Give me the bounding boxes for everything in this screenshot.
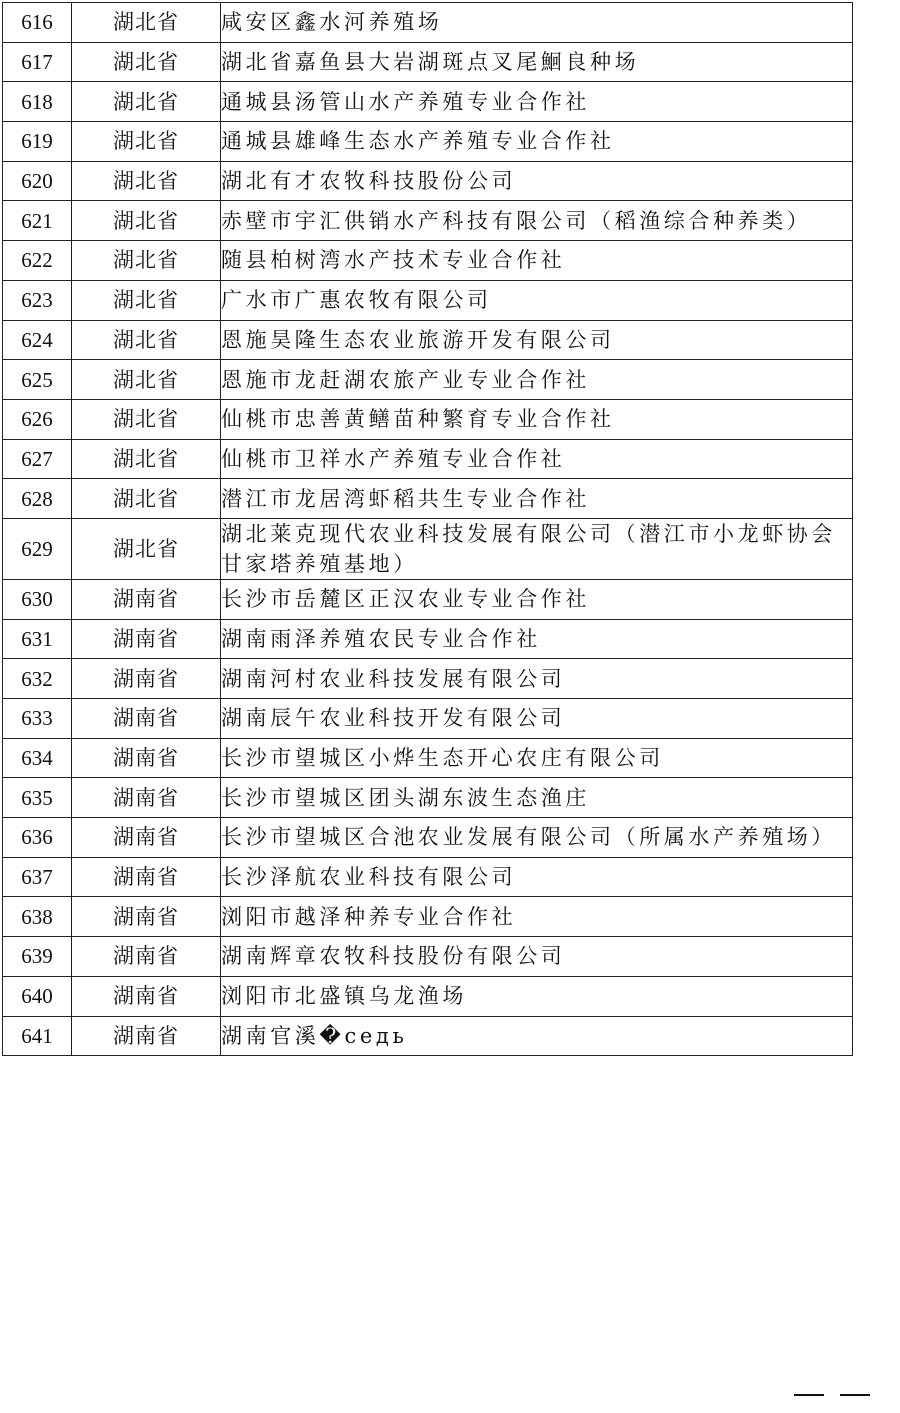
table-row bbox=[3, 241, 853, 281]
serial-number-cell: 620 bbox=[3, 161, 72, 201]
table-row bbox=[3, 122, 853, 162]
entity-name-cell: 通城县汤管山水产养殖专业合作社 bbox=[221, 82, 853, 122]
province-cell: 湖北省 bbox=[72, 399, 221, 439]
table-row bbox=[3, 937, 853, 977]
province-cell: 湖北省 bbox=[72, 82, 221, 122]
province-cell: 湖北省 bbox=[72, 280, 221, 320]
province-cell: 湖北省 bbox=[72, 3, 221, 43]
province-cell: 湖南省 bbox=[72, 699, 221, 739]
table-row bbox=[3, 778, 853, 818]
serial-number-cell: 634 bbox=[3, 738, 72, 778]
serial-number-cell: 638 bbox=[3, 897, 72, 937]
province-cell: 湖北省 bbox=[72, 479, 221, 519]
serial-number-cell: 616 bbox=[3, 3, 72, 43]
province-cell: 湖南省 bbox=[72, 619, 221, 659]
entity-name-cell: 长沙泽航农业科技有限公司 bbox=[221, 857, 853, 897]
serial-number-cell: 628 bbox=[3, 479, 72, 519]
serial-number-cell: 632 bbox=[3, 659, 72, 699]
footer-dash-right bbox=[840, 1394, 870, 1396]
table-row bbox=[3, 818, 853, 858]
entity-name-cell: 湖南辉章农牧科技股份有限公司 bbox=[221, 937, 853, 977]
serial-number-cell: 621 bbox=[3, 201, 72, 241]
footer-dash-left bbox=[794, 1394, 824, 1396]
serial-number-cell: 639 bbox=[3, 937, 72, 977]
table-row bbox=[3, 82, 853, 122]
province-cell: 湖北省 bbox=[72, 42, 221, 82]
serial-number-cell: 625 bbox=[3, 360, 72, 400]
serial-number-cell: 623 bbox=[3, 280, 72, 320]
table-row bbox=[3, 439, 853, 479]
serial-number-cell: 617 bbox=[3, 42, 72, 82]
serial-number-cell: 633 bbox=[3, 699, 72, 739]
table-row bbox=[3, 857, 853, 897]
serial-number-cell: 635 bbox=[3, 778, 72, 818]
serial-number-cell: 630 bbox=[3, 579, 72, 619]
table-body bbox=[3, 3, 853, 1056]
table-row bbox=[3, 399, 853, 439]
serial-number-cell: 641 bbox=[3, 1016, 72, 1056]
enterprise-list-table bbox=[2, 2, 853, 1056]
entity-name-cell: 湖北莱克现代农业科技发展有限公司（潜江市小龙虾协会甘家塔养殖基地） bbox=[221, 518, 853, 579]
entity-name-cell: 恩施市龙赶湖农旅产业专业合作社 bbox=[221, 360, 853, 400]
province-cell: 湖南省 bbox=[72, 897, 221, 937]
entity-name-cell: 咸安区鑫水河养殖场 bbox=[221, 3, 853, 43]
table-row bbox=[3, 280, 853, 320]
province-cell: 湖南省 bbox=[72, 579, 221, 619]
entity-name-cell: 湖南雨泽养殖农民专业合作社 bbox=[221, 619, 853, 659]
entity-name-cell: 赤壁市宇汇供销水产科技有限公司（稻渔综合种养类） bbox=[221, 201, 853, 241]
table-row bbox=[3, 976, 853, 1016]
table-row bbox=[3, 518, 853, 579]
province-cell: 湖南省 bbox=[72, 857, 221, 897]
serial-number-cell: 622 bbox=[3, 241, 72, 281]
province-cell: 湖北省 bbox=[72, 122, 221, 162]
entity-name-cell: 长沙市望城区合池农业发展有限公司（所属水产养殖场） bbox=[221, 818, 853, 858]
serial-number-cell: 626 bbox=[3, 399, 72, 439]
entity-name-cell: 仙桃市忠善黄鳝苗种繁育专业合作社 bbox=[221, 399, 853, 439]
table-row bbox=[3, 3, 853, 43]
province-cell: 湖南省 bbox=[72, 778, 221, 818]
province-cell: 湖南省 bbox=[72, 976, 221, 1016]
serial-number-cell: 629 bbox=[3, 518, 72, 579]
province-cell: 湖北省 bbox=[72, 241, 221, 281]
serial-number-cell: 631 bbox=[3, 619, 72, 659]
province-cell: 湖南省 bbox=[72, 659, 221, 699]
table-row bbox=[3, 201, 853, 241]
entity-name-cell: 湖南河村农业科技发展有限公司 bbox=[221, 659, 853, 699]
entity-name-cell: 长沙市岳麓区正汉农业专业合作社 bbox=[221, 579, 853, 619]
entity-name-cell: 通城县雄峰生态水产养殖专业合作社 bbox=[221, 122, 853, 162]
serial-number-cell: 627 bbox=[3, 439, 72, 479]
serial-number-cell: 636 bbox=[3, 818, 72, 858]
entity-name-cell: 随县柏树湾水产技术专业合作社 bbox=[221, 241, 853, 281]
table-row bbox=[3, 42, 853, 82]
entity-name-cell: 长沙市望城区团头湖东波生态渔庄 bbox=[221, 778, 853, 818]
table-row bbox=[3, 320, 853, 360]
table-row bbox=[3, 1016, 853, 1056]
page-footer bbox=[786, 1378, 878, 1408]
province-cell: 湖南省 bbox=[72, 937, 221, 977]
serial-number-cell: 618 bbox=[3, 82, 72, 122]
entity-name-cell: 广水市广惠农牧有限公司 bbox=[221, 280, 853, 320]
table-row bbox=[3, 360, 853, 400]
table-row bbox=[3, 659, 853, 699]
table-row bbox=[3, 619, 853, 659]
province-cell: 湖南省 bbox=[72, 738, 221, 778]
entity-name-cell: 湖北省嘉鱼县大岩湖斑点叉尾鮰良种场 bbox=[221, 42, 853, 82]
entity-name-cell: 湖南官溪�седь bbox=[221, 1016, 853, 1056]
province-cell: 湖北省 bbox=[72, 201, 221, 241]
entity-name-cell: 恩施昊隆生态农业旅游开发有限公司 bbox=[221, 320, 853, 360]
table-row bbox=[3, 161, 853, 201]
entity-name-cell: 仙桃市卫祥水产养殖专业合作社 bbox=[221, 439, 853, 479]
entity-name-cell: 湖南辰午农业科技开发有限公司 bbox=[221, 699, 853, 739]
entity-name-cell: 浏阳市北盛镇乌龙渔场 bbox=[221, 976, 853, 1016]
province-cell: 湖北省 bbox=[72, 161, 221, 201]
serial-number-cell: 624 bbox=[3, 320, 72, 360]
province-cell: 湖北省 bbox=[72, 439, 221, 479]
entity-name-cell: 潜江市龙居湾虾稻共生专业合作社 bbox=[221, 479, 853, 519]
province-cell: 湖北省 bbox=[72, 360, 221, 400]
province-cell: 湖北省 bbox=[72, 518, 221, 579]
table-row bbox=[3, 897, 853, 937]
province-cell: 湖南省 bbox=[72, 1016, 221, 1056]
entity-name-cell: 长沙市望城区小烨生态开心农庄有限公司 bbox=[221, 738, 853, 778]
province-cell: 湖南省 bbox=[72, 818, 221, 858]
table-row bbox=[3, 738, 853, 778]
entity-name-cell: 湖北有才农牧科技股份公司 bbox=[221, 161, 853, 201]
table-row bbox=[3, 699, 853, 739]
table-row bbox=[3, 479, 853, 519]
table-row bbox=[3, 579, 853, 619]
province-cell: 湖北省 bbox=[72, 320, 221, 360]
serial-number-cell: 637 bbox=[3, 857, 72, 897]
entity-name-cell: 浏阳市越泽种养专业合作社 bbox=[221, 897, 853, 937]
serial-number-cell: 619 bbox=[3, 122, 72, 162]
serial-number-cell: 640 bbox=[3, 976, 72, 1016]
